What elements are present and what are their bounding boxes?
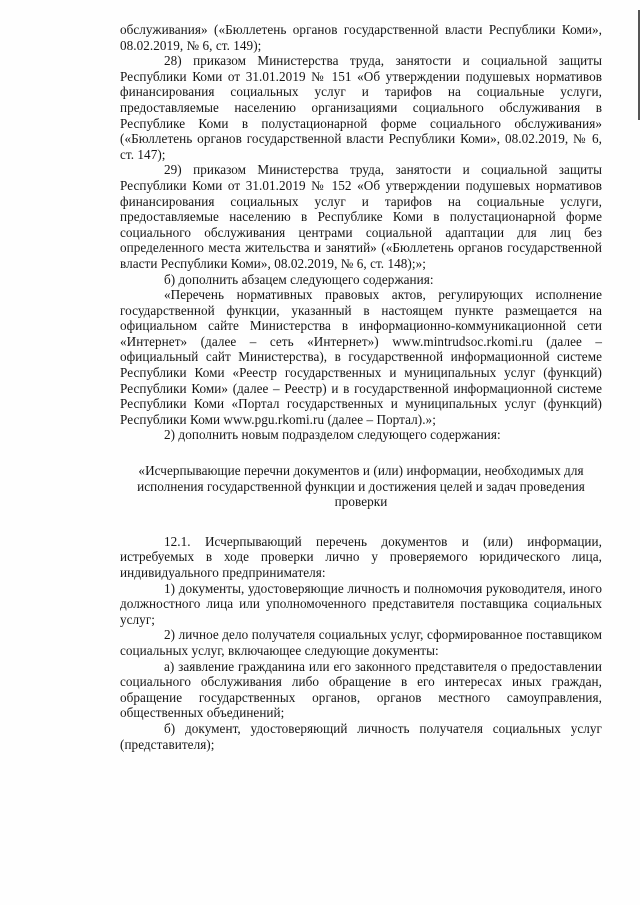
section-title: «Исчерпывающие перечни документов и (или) информации, необходимых для исполнения государственной функции и достижения целей и задач проведения проверки (137, 463, 585, 510)
paragraph-subpoint-b: б) дополнить абзацем следующего содержания: (164, 271, 434, 287)
paragraph-list-item-1: 1) документы, удостоверяющие личность и полномочия руководителя, иного должностного лица или уполномоченного представителя поставщика социальных услуг; (120, 580, 602, 627)
document-text (120, 22, 602, 752)
paragraph-list-item-a: а) заявление гражданина или его законного представителя о предоставлении социального обслуживания либо обращение в его интересах иных граждан, обращение государственных органов, органов местного самоуправления, общественных объединений; (120, 658, 602, 721)
paragraph-12-1: 12.1. Исчерпывающий перечень документов и (или) информации, истребуемых в ходе проверки лично у проверяемого юридического лица, индивидуального предпринимателя: (120, 533, 602, 580)
paragraph-item-29: 29) приказом Министерства труда, занятости и социальной защиты Республики Коми от 31.01.2019 № 152 «Об утверждении подушевых нормативов финансирования социальных услуг и тарифов на социальные услуги, предоставляемые населению в Республике Коми в полустационарной форме социального обслуживания центрами социальной адаптации для лиц без определенного места жительства и занятий» («Бюллетень органов государственной власти Республики Коми», 08.02.2019, № 6, ст. 148);»; (120, 162, 602, 271)
paragraph-item-28: 28) приказом Министерства труда, занятости и социальной защиты Республики Коми от 31.01.2019 № 151 «Об утверждении подушевых нормативов финансирования социальных услуг и тарифов на социальные услуги, предоставляемые населению организациями социального обслуживания в Республике Коми в полустационарной форме социального обслуживания» («Бюллетень органов государственной власти Республики Коми», 08.02.2019, № 6, ст. 147); (120, 53, 602, 162)
paragraph-quoted-list-intro: «Перечень нормативных правовых актов, регулирующих исполнение государственной функции, указанный в настоящем пункте размещается на официальном сайте Министерства в информационно-коммуникационной сети «Интернет» (далее – сеть «Интернет») www.mintrudsoc.rkomi.ru (далее – официальный сайт Министерства), в государственной информационной системе Республики Коми «Реестр государственных и муниципальных услуг (функций) Республики Коми» (далее – Реестр) и в государственной информационной системе Республики Коми «Портал государственных и муниципальных услуг (функций) Республики Коми www.pgu.rkomi.ru (далее – Портал).»; (120, 287, 602, 427)
paragraph-list-item-2: 2) личное дело получателя социальных услуг, сформированное поставщиком социальных услуг, включающее следующие документы: (120, 627, 602, 658)
paragraph-continuation: обслуживания» («Бюллетень органов государственной власти Республики Коми», 08.02.2019, № 6, ст. 149); (120, 22, 602, 53)
paragraph-list-item-b: б) документ, удостоверяющий личность получателя социальных услуг (представителя); (120, 720, 602, 752)
paragraph-point-2: 2) дополнить новым подразделом следующего содержания: (164, 427, 501, 443)
